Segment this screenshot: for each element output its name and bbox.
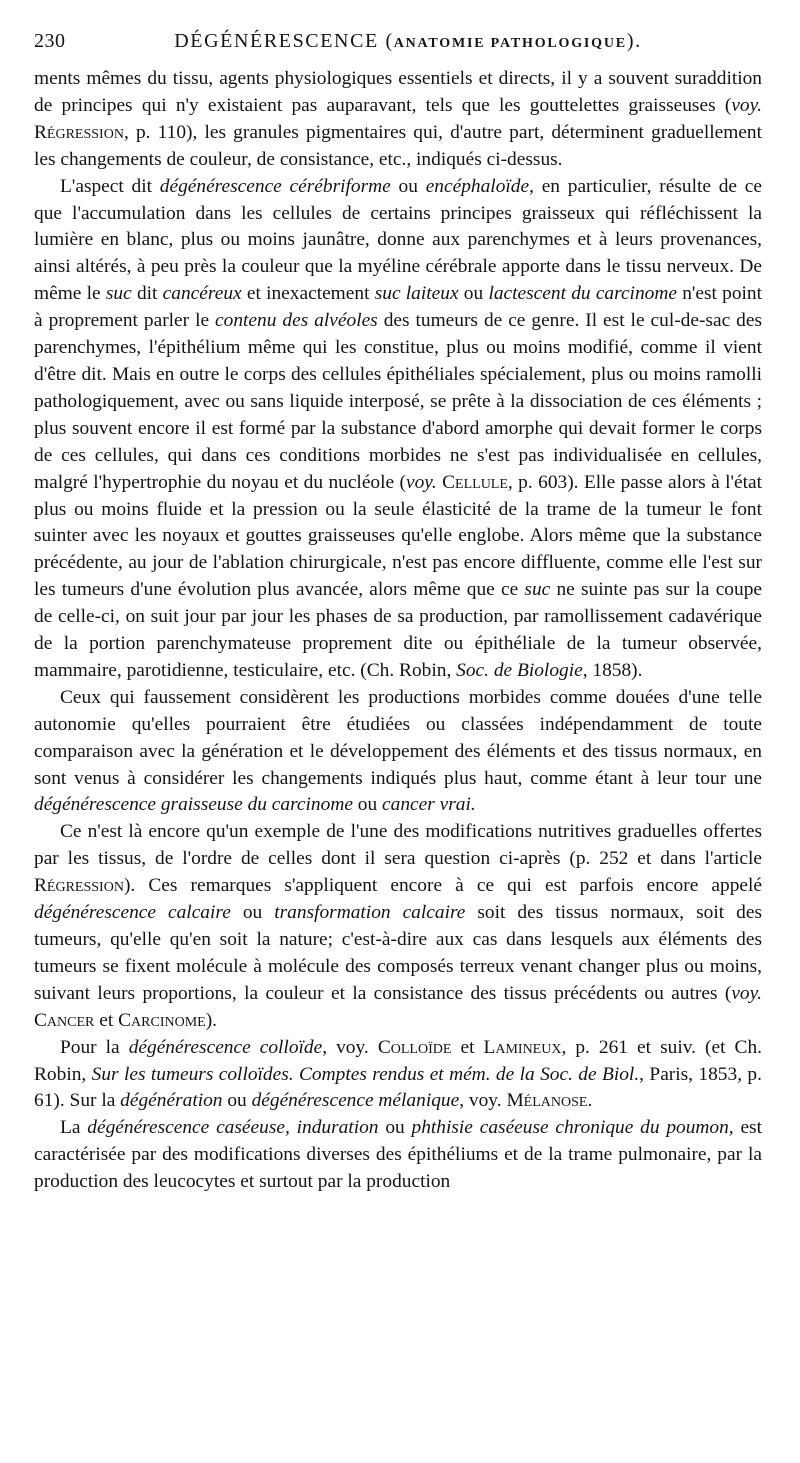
- italic-text: suc laiteux: [374, 283, 459, 305]
- italic-text: phthisie caséeuse chronique du poumon: [411, 1117, 729, 1139]
- italic-text: Sur les tumeurs colloïdes. Comptes rendus et mém. de la Soc. de Biol.: [91, 1063, 640, 1085]
- italic-text: dégénérescence graisseuse du carcinome: [34, 794, 353, 816]
- text-run: n'est point à proprement parler le: [34, 283, 763, 332]
- text-run: .: [587, 1090, 593, 1112]
- text-run: ). Ces remarques s'appliquent encore à ce qui est parfois encore appelé: [123, 875, 762, 897]
- text-run: , 1858).: [582, 659, 643, 681]
- text-run: , voy.: [459, 1090, 507, 1112]
- text-run: ne suinte pas sur la coupe de celle-ci, on suit jour par jour les phases de sa production, par ramollissement cadavérique de la portion parenchymateuse proprement dite ou épithéliale de la tumeur observée, mammaire, parotidienne, testiculaire, etc. (Ch. Robin,: [34, 579, 762, 681]
- text-run: ments mêmes du tissu, agents physiologiques essentiels et directs, il y a souvent suraddition de principes qui n'y existaient pas auparavant, tels que les gouttelettes graisseuses (: [34, 68, 762, 116]
- italic-text: voy.: [731, 982, 762, 1004]
- running-head-subtitle: ANATOMIE PATHOLOGIQUE: [393, 36, 627, 51]
- text-run: ou: [352, 794, 383, 816]
- italic-text: dégénérescence colloïde: [128, 1036, 323, 1058]
- italic-text: dégénérescence cérébriforme: [159, 175, 391, 197]
- text-run: ).: [205, 1009, 218, 1031]
- small-caps-text: Mélanose: [506, 1090, 588, 1112]
- small-caps-text: Carcinome: [118, 1009, 206, 1031]
- running-head-close: ).: [626, 30, 642, 52]
- small-caps-text: Régression: [34, 875, 124, 897]
- text-run: et: [451, 1036, 484, 1058]
- text-run: dit: [131, 283, 163, 305]
- page-header: [34, 28, 762, 58]
- text-run: ou: [458, 283, 489, 305]
- text-run: ou: [390, 175, 426, 197]
- italic-text: Soc. de Biologie: [456, 659, 583, 681]
- body-text: [34, 66, 762, 1196]
- running-head: [34, 28, 762, 58]
- text-run: , p. 110), les granules pigmentaires qui, d'autre part, déterminent graduellement les changements de couleur, de consistance, etc., indiqués ci-dessus.: [34, 121, 762, 170]
- text-run: ou: [230, 902, 275, 924]
- text-run: ou: [222, 1090, 252, 1112]
- italic-text: suc: [105, 283, 132, 305]
- paragraph: [34, 1115, 762, 1196]
- italic-text: suc: [524, 579, 551, 601]
- text-run: et inexactement: [241, 283, 375, 305]
- paragraph: [34, 174, 762, 685]
- small-caps-text: Cancer: [34, 1009, 95, 1031]
- italic-text: cancer vrai.: [382, 794, 476, 816]
- italic-text: dégénérescence mélanique: [251, 1090, 460, 1112]
- text-run: , Paris, 1853, p. 61). Sur la: [34, 1063, 762, 1112]
- text-run: des tumeurs de ce genre. Il est le cul-de-sac des parenchymes, l'épithélium même qui les constitue, plus ou moins modifié, comme il vient d'être dit. Mais en outre le corps des cellules épithéliales spécialement, plus ou moins ramolli pathologiquement, avec ou sans liquide interposé, se prête à la dissociation de ces éléments ; plus souvent encore il est formé par la substance d'abord amorphe qui devait former le corps de ces cellules, qui dans ces conditions morbides ne s'est pas individualisée en cellules, malgré l'hypertrophie du noyau et du nucléole (: [34, 310, 762, 493]
- text-run: , voy.: [322, 1036, 378, 1058]
- italic-text: voy.: [406, 471, 437, 493]
- text-run: , p. 261 et suiv. (et Ch. Robin,: [34, 1036, 762, 1085]
- italic-text: voy.: [731, 94, 762, 116]
- running-head-title: DÉGÉNÉRESCENCE (: [174, 30, 394, 52]
- italic-text: contenu des alvéoles: [215, 310, 378, 332]
- italic-text: dégénérescence calcaire: [34, 902, 231, 924]
- paragraph: [34, 685, 762, 820]
- italic-text: lactescent du carcinome: [488, 283, 677, 305]
- italic-text: transformation calcaire: [274, 902, 466, 924]
- small-caps-text: Lamineux: [483, 1036, 562, 1058]
- text-run: ou: [378, 1117, 412, 1139]
- text-run: , est caractérisée par des modifications diverses des épithéliums et de la trame pulmonaire, par la production des leucocytes et surtout par la production: [34, 1117, 762, 1193]
- text-run: La: [60, 1117, 88, 1139]
- small-caps-text: Régression: [34, 121, 124, 143]
- text-run: soit des tissus normaux, soit des tumeurs, qu'elle qu'en soit la nature; c'est-à-dire aux cas dans lesquels aux éléments des tumeurs se fixent molécule à molécule des composés terreux venant changer plus ou moins, suivant leurs proportions, la couleur et la consistance des tissus précédents ou autres (: [34, 902, 762, 1004]
- paragraph: [34, 66, 762, 174]
- text-run: , p. 603). Elle passe alors à l'état plus ou moins fluide et la pression ou la seule élasticité de la trame de la tumeur le font suinter avec les noyaux et gouttes graisseuses qu'elle englobe. Alors même que la substance précédente, au jour de l'ablation chirurgicale, n'est pas encore diffluente, comme elle l'est sur les tumeurs d'une évolution plus avancée, alors même que ce: [34, 471, 762, 601]
- italic-text: encéphaloïde: [425, 175, 530, 197]
- italic-text: cancéreux: [162, 283, 242, 305]
- paragraph: [34, 1035, 762, 1116]
- text-run: Pour la: [60, 1036, 129, 1058]
- paragraph: [34, 819, 762, 1034]
- text-run: et: [94, 1009, 119, 1031]
- text-run: L'aspect dit: [60, 175, 160, 197]
- text-run: Ce n'est là encore qu'un exemple de l'une des modifications nutritives graduelles offertes par les tissus, de l'ordre de celles dont il sera question ci-après (p. 252 et dans l'article: [34, 821, 762, 870]
- italic-text: dégénérescence caséeuse, induration: [87, 1117, 379, 1139]
- italic-text: dégénération: [120, 1090, 223, 1112]
- small-caps-text: Colloïde: [377, 1036, 452, 1058]
- small-caps-text: Cellule: [442, 471, 508, 493]
- text-run: Ceux qui faussement considèrent les productions morbides comme douées d'une telle autonomie qu'elles pourraient être étudiées ou classées indépendamment de toute comparaison avec la génération et le développement des éléments et des tissus normaux, en sont venus à considérer les changements indiqués plus haut, comme étant à leur tour une: [34, 686, 762, 789]
- text-run: , en particulier, résulte de ce que l'accumulation dans les cellules de certains principes graisseux qui réfléchissent la lumière en blanc, plus ou moins jaunâtre, donne aux parenchymes et à leurs provenances, ainsi altérés, à peu près la couleur que la myéline cérébrale apporte dans le tissu nerveux. De même le: [34, 175, 762, 305]
- page-number: 230: [34, 30, 66, 52]
